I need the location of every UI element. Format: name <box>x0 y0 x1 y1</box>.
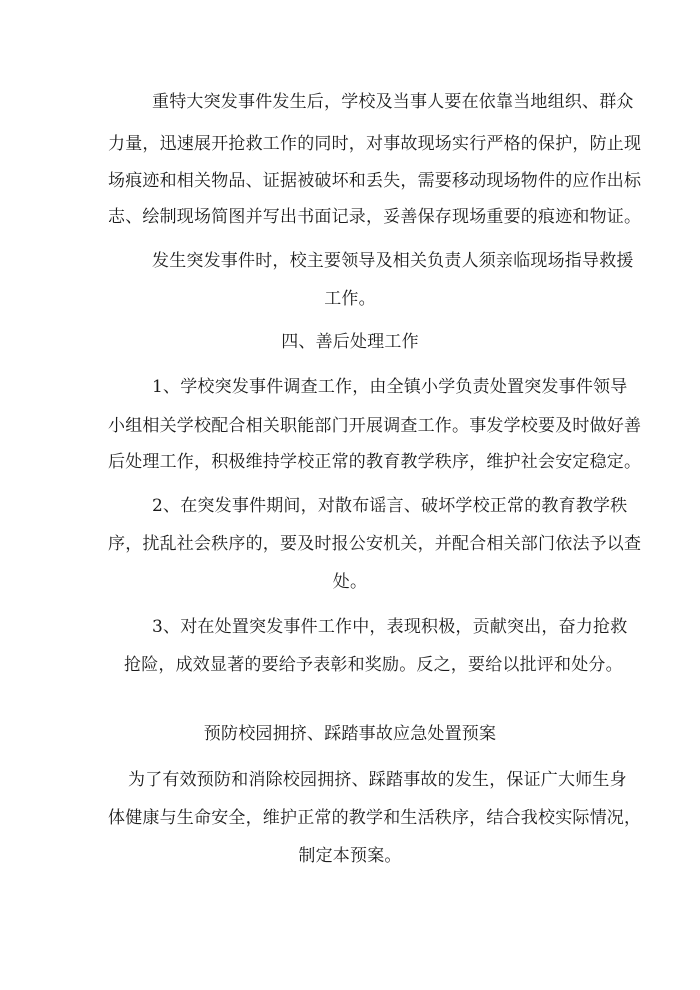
paragraph-1-line-1: 重特大突发事件发生后，学校及当事人要在依靠当地组织、群众 <box>152 92 634 112</box>
paragraph-1-line-3: 场痕迹和相关物品、证据被破坏和丢失，需要移动现场物件的应作出标 <box>108 171 642 191</box>
item-3-line-1: 3、对在处置突发事件工作中，表现积极，贡献突出，奋力抢救 <box>152 617 628 637</box>
item-1-line-1: 1、学校突发事件调查工作，由全镇小学负责处置突发事件领导 <box>152 377 628 397</box>
section-heading: 四、善后处理工作 <box>281 332 419 352</box>
paragraph-1-line-4: 志、绘制现场简图并写出书面记录，妥善保存现场重要的痕迹和物证。 <box>108 207 642 227</box>
plan-intro-line-2: 体健康与生命安全，维护正常的教学和生活秩序，结合我校实际情况， <box>108 808 642 828</box>
paragraph-2-line-2: 工作。 <box>324 289 376 309</box>
paragraph-2-line-1: 发生突发事件时，校主要领导及相关负责人须亲临现场指导救援 <box>152 251 634 271</box>
item-3-line-2: 抢险，成效显著的要给予表彰和奖励。反之，要给以批评和处分。 <box>124 655 623 675</box>
plan-intro-line-1: 为了有效预防和消除校园拥挤、踩踏事故的发生，保证广大师生身 <box>128 770 627 790</box>
item-2-line-3: 处。 <box>332 572 368 592</box>
item-1-line-3: 后处理工作，积极维持学校正常的教育教学秩序，维护社会安定稳定。 <box>108 452 642 472</box>
paragraph-1-line-2: 力量，迅速展开抢救工作的同时，对事故现场实行严格的保护，防止现 <box>108 134 642 154</box>
plan-intro-line-3: 制定本预案。 <box>298 846 402 866</box>
item-1-line-2: 小组相关学校配合相关职能部门开展调查工作。事发学校要及时做好善 <box>108 416 642 436</box>
item-2-line-2: 序，扰乱社会秩序的，要及时报公安机关，并配合相关部门依法予以查 <box>108 534 642 554</box>
plan-title: 预防校园拥挤、踩踏事故应急处置预案 <box>203 724 497 744</box>
item-2-line-1: 2、在突发事件期间，对散布谣言、破坏学校正常的教育教学秩 <box>152 496 628 516</box>
